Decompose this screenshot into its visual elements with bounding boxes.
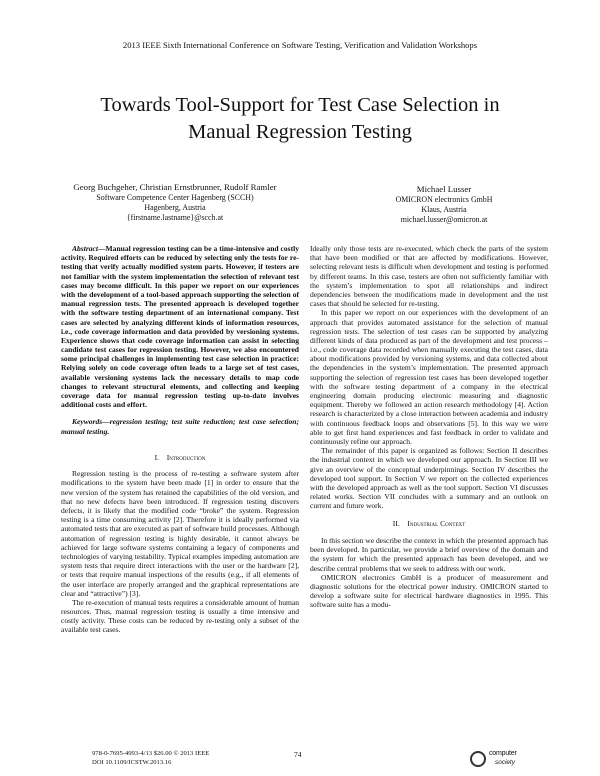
author-email-right: michael.lusser@omicron.at: [400, 215, 488, 225]
title-line-1: Towards Tool-Support for Test Case Selection in: [100, 94, 500, 116]
footer-copyright: [92, 750, 209, 767]
paragraph: The remainder of this paper is organized as follows: Section II describes the industrial context in which we developed our approach. In Section III we give an overview of the conceptual underpinnings. Section IV describes the developed tool support. In Section V we report on the collected experiences with the developed approach as well as the tool support. Section VI discusses related works. Section VII concludes with a summary and an outlook on current and future work.: [310, 446, 548, 511]
section-number: II.: [392, 519, 400, 529]
left-column: [61, 244, 299, 635]
computer-society-mark-icon: [470, 751, 486, 767]
right-column: [310, 244, 548, 609]
paragraph: Ideally only those tests are re-executed, which check the parts of the system that have been modified or that are affected by modifications. However, selecting relevant tests is difficult when development and testing is performed by different teams. In this case, testers are often not sufficiently familiar with the system’s implementation to spot all relationships and indirect dependencies between the modifications made in development and the test cases that should be selected for re-testing.: [310, 244, 548, 309]
section-title: Industrial Context: [407, 519, 466, 529]
paper-title: [40, 92, 560, 146]
author-affiliation-right: OMICRON electronics GmbH: [395, 195, 493, 204]
keywords-text: regression testing; test suite reduction; test case selection; manual testing.: [61, 417, 299, 436]
keywords-dash: —: [102, 417, 110, 427]
section-heading-industrial-context: [310, 519, 548, 529]
author-city-right: Klaus, Austria: [421, 205, 467, 215]
paragraph: In this paper we report on our experiences with the development of an approach that provides automated assistance for the selection of manual regression tests. The selection of test cases can be supported by analyzing different kinds of data produced as part of the development and test process – i.e., code coverage data recorded when manually executing the test cases, data about modifications provided by versioning systems, and data collected about the dependencies in the system’s implementation. The presented approach supporting the selection of regression test cases has been developed together with the software testing department of a company in the electrical engineering domain producing electronic measuring and diagnostic equipment. Thereby we followed an action research methodology [4]. Action research is characterized by a close interaction between academia and industry with continuous feedback loops and observations [5]. In this way we were able to get first hand experiences and fast feedback in order to validate and continuously refine our approach.: [310, 308, 548, 446]
abstract-text: Manual regression testing can be a time-intensive and costly activity. Required efforts can be reduced by selecting only the tests for re-testing that verify actually modified system parts. However, if testers are not familiar with the system implementation the selection of relevant test cases may become difficult. In this paper we report on our experiences with the development of a tool-based approach supporting the selection of manual regression tests. The presented approach is developed together with the software testing department of an international company. Test cases are selected by analyzing different kinds of information resources, i.e., code coverage information and data provided by versioning systems. Experience shows that code coverage information can assist in selecting candidate test cases for regression testing. However, we also encountered some principal challenges in implementing test case selection in practice: Relying solely on code coverage often leads to a large set of test cases, available versioning systems lack the necessary details to map code changes to relevant structural elements, and collecting and keeping coverage data for manual regression testing up-to-date involves additional costs and effort.: [61, 244, 299, 410]
abstract: [61, 244, 299, 409]
author-city-left: Hagenberg, Austria: [144, 203, 206, 213]
logo-text-computer: computer: [489, 750, 517, 757]
footer-doi: DOI 10.1109/ICSTW.2013.16: [92, 758, 172, 766]
paragraph: OMICRON electronics GmbH is a producer of measurement and diagnostic solutions for the electrical power industry. OMICRON started to develop a software suite for electrical hardware diagnostics in 1995. This software suite has a modu-: [310, 572, 548, 610]
author-block-left: [60, 181, 290, 224]
section-title: Introduction: [166, 452, 206, 462]
keywords-label: Keywords: [72, 417, 103, 427]
abstract-label: Abstract: [72, 244, 98, 253]
section-heading-introduction: [61, 453, 299, 463]
abstract-dash: —: [98, 244, 106, 253]
author-affiliation-left: Software Competence Center Hagenberg (SCCH): [96, 193, 254, 202]
page-number: 74: [294, 750, 302, 759]
footer-isbn: 978-0-7695-4993-4/13 $26.00 © 2013 IEEE: [92, 750, 210, 757]
author-names-right: Michael Lusser: [416, 184, 472, 194]
author-block-right: [356, 183, 532, 226]
computer-society-logo: [470, 749, 518, 771]
logo-text-society: society: [495, 759, 515, 766]
author-names-left: Georg Buchgeher, Christian Ernstbrunner, Rudolf Ramler: [73, 182, 277, 192]
author-email-left: {firstname.lastname}@scch.at: [126, 213, 224, 223]
section-number: I.: [154, 452, 160, 462]
paragraph: Regression testing is the process of re-testing a software system after modifications to the system have been made [1] in order to ensure that the new version of the system has retained the capabilities of the old version, and that no new defects have been introduced. If regression testing discovers defects, it is likely that the modified code “broke” the system. Regression testing is a time consuming activity [2]. Therefore it is ideally performed via automated tests that are executed as part of software build processes. Although automation of regression testing is highly desirable, it cannot always be achieved for large software systems containing a legacy of components and technologies of varying testability. Typical examples impeding automation are system tests that require direct interactions with the user or the hardware [2], or tests that require manual inspections of the results (e.g., if all elements of the user interface are properly arranged and the graphical representations are clear and “attractive”) [3].: [61, 469, 299, 598]
title-line-2: Manual Regression Testing: [188, 121, 412, 143]
keywords: [61, 417, 299, 435]
conference-header: 2013 IEEE Sixth International Conference on Software Testing, Verification and Validation Workshops: [122, 40, 478, 50]
paragraph: The re-execution of manual tests requires a considerable amount of human resources. Thus, manual regression testing is usually a time intensive and costly activity. These costs can be reduced by re-testing only a subset of the available test cases.: [61, 597, 299, 635]
paragraph: In this section we describe the context in which the presented approach has been developed. In particular, we provide a brief overview of the domain and the system for which the presented approach has been developed, and we describe central problems that we seek to address with our work.: [310, 535, 548, 573]
